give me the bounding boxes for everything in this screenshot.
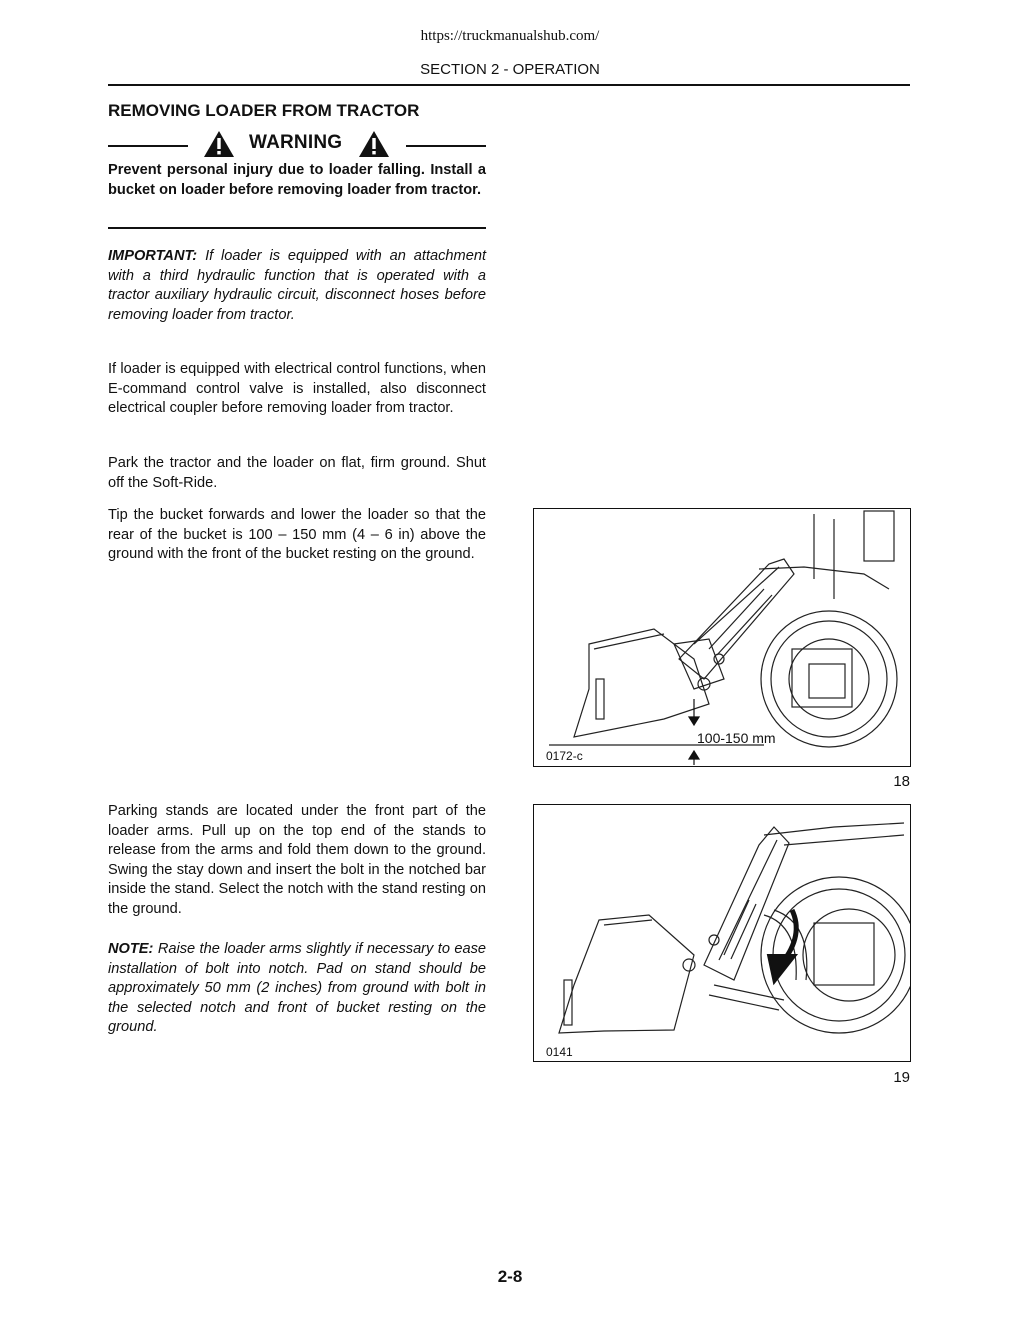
loader-bucket-illustration bbox=[534, 509, 910, 766]
warning-banner bbox=[108, 128, 486, 160]
page-number: 2-8 bbox=[497, 1267, 523, 1286]
warning-bottom-rule bbox=[108, 227, 486, 229]
figure-number: 19 bbox=[893, 1069, 910, 1086]
figure-18 bbox=[533, 508, 911, 767]
note-text: Raise the loader arms slightly if necessary to ease installation of bolt into notch. Pad on stand should be approximately 50 mm (2 inches) from ground with bolt in the selected notch and front of bucket resting on the ground. bbox=[108, 941, 486, 1035]
important-text: If loader is equipped with an attachment with a third hydraulic function that is operated with a tractor auxiliary hydraulic circuit, disconnect hoses before removing loader from tractor. bbox=[108, 248, 486, 323]
figure-number: 18 bbox=[893, 773, 910, 790]
figure-code: 0141 bbox=[546, 1045, 573, 1059]
note-paragraph bbox=[108, 940, 486, 1038]
warning-triangle-icon bbox=[203, 130, 235, 158]
warning-rule-left bbox=[108, 145, 188, 147]
warning-text: Prevent personal injury due to loader falling. Install a bucket on loader before removing loader from tractor. bbox=[108, 162, 486, 198]
page-heading: REMOVING LOADER FROM TRACTOR bbox=[108, 101, 420, 120]
figure-code: 0172-c bbox=[546, 749, 583, 763]
important-paragraph bbox=[108, 247, 486, 325]
electrical-paragraph: If loader is equipped with electrical control functions, when E-command control valve is installed, also disconnect electrical coupler before removing loader from tractor. bbox=[108, 361, 486, 416]
dimension-label: 100-150 mm bbox=[697, 730, 776, 746]
header-rule bbox=[108, 84, 910, 86]
warning-triangle-icon bbox=[358, 130, 390, 158]
figure-19 bbox=[533, 804, 911, 1062]
note-label: NOTE: bbox=[108, 941, 154, 957]
park-paragraph: Park the tractor and the loader on flat, firm ground. Shut off the Soft-Ride. bbox=[108, 455, 486, 491]
section-title: SECTION 2 - OPERATION bbox=[420, 61, 600, 78]
stands-paragraph: Parking stands are located under the front part of the loader arms. Pull up on the top end of the stands to release from the arms and fold them down to the ground. Swing the stay down and insert the bolt in the notched bar inside the stand. Select the notch with the stand resting on the ground. bbox=[108, 803, 486, 917]
tip-paragraph: Tip the bucket forwards and lower the loader so that the rear of the bucket is 100 – 150 mm (4 – 6 in) above the ground with the front of the bucket resting on the ground. bbox=[108, 507, 486, 562]
warning-rule-right bbox=[406, 145, 486, 147]
parking-stand-illustration bbox=[534, 805, 910, 1061]
important-label: IMPORTANT: bbox=[108, 248, 198, 264]
warning-title: WARNING bbox=[249, 132, 343, 153]
source-url: https://truckmanualshub.com/ bbox=[420, 28, 600, 44]
